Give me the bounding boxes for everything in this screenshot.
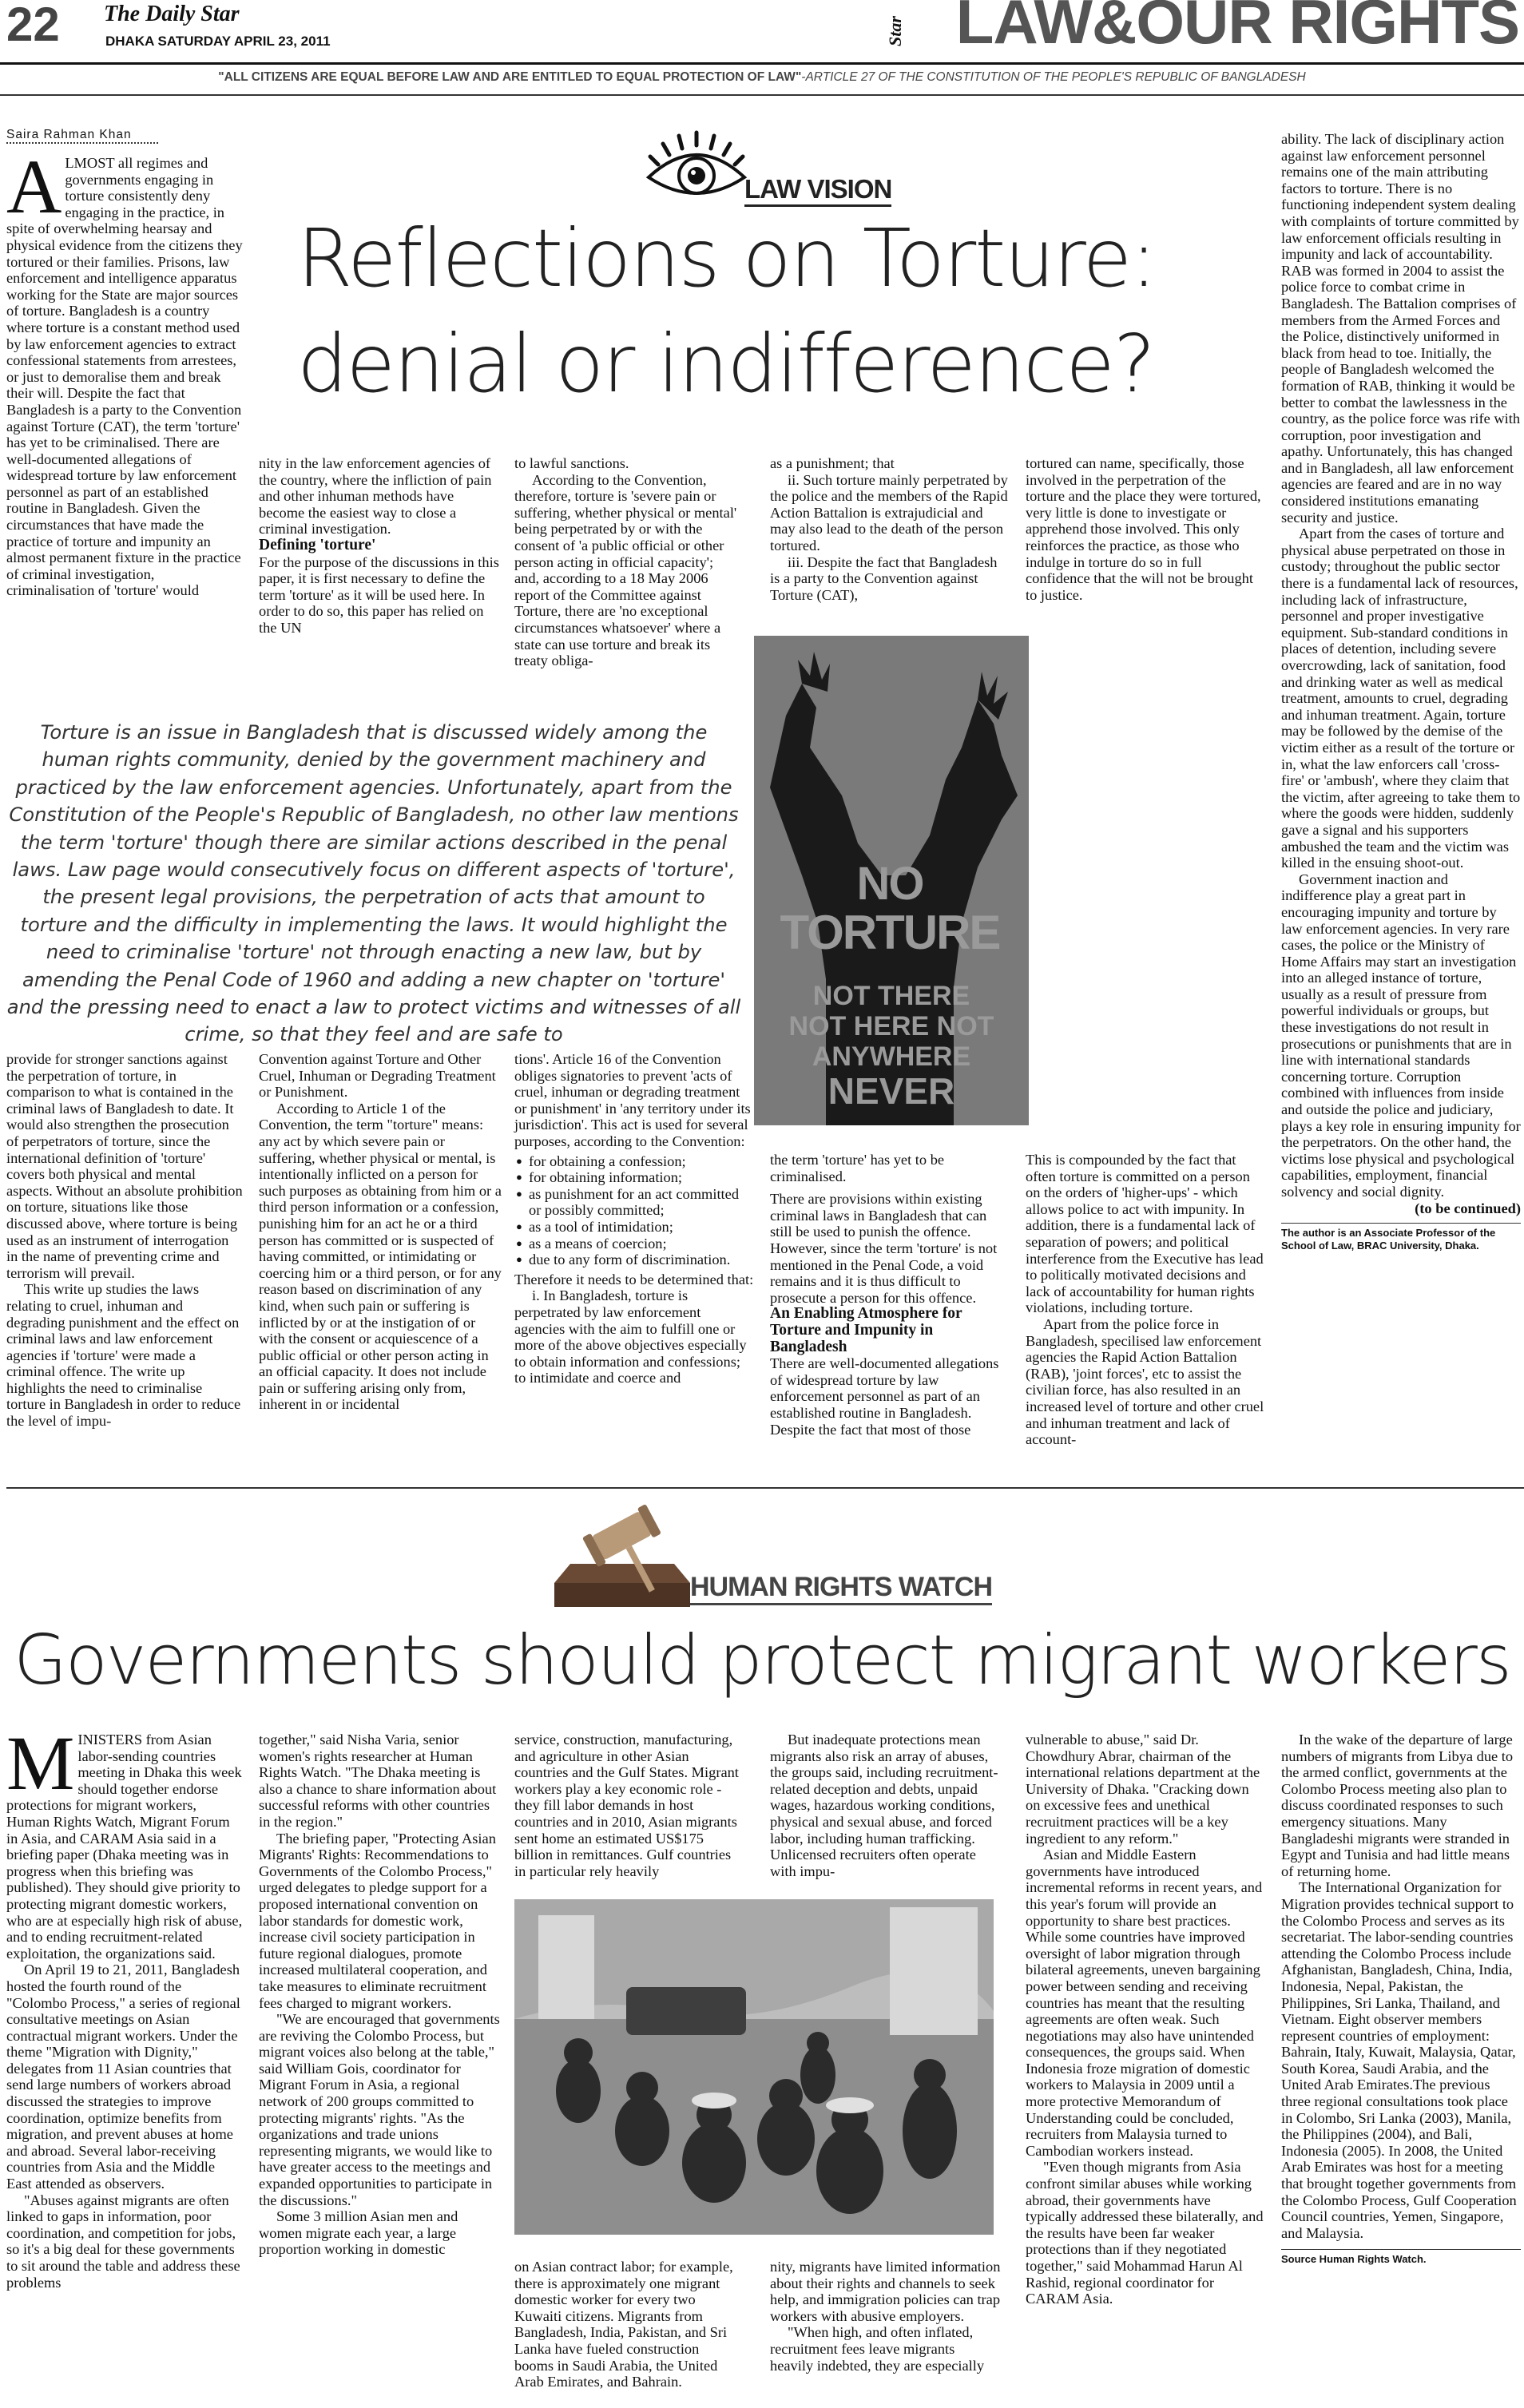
human-rights-watch-label: HUMAN RIGHTS WATCH [690, 1572, 992, 1605]
article1-col5-top [1026, 455, 1265, 603]
article2-col3-bottom [514, 2259, 741, 2390]
paragraph: to lawful sanctions. [514, 455, 629, 471]
article1-col3-top [514, 455, 741, 669]
paragraph: Therefore it needs to be determined that: [514, 1271, 754, 1287]
section-divider [6, 1487, 1524, 1489]
list-item: ● as punishment for an act committed or possibly committed; [514, 1186, 754, 1219]
paragraph: "Even though migrants from Asia confront similar abuses while working abroad, their governments have typically addressed these bilaterally, and the results have been far weaker protections than if they negotiated together," said Mohammad Harun Al Rashid, regional coordinator for CARAM Asia. [1026, 2159, 1264, 2307]
eye-icon [644, 129, 749, 206]
paragraph: i. In Bangladesh, torture is perpetrated by law enforcement agencies with the aim to fulfill one or more of the above objectives especially to obtain information and confessions; to intimidate and coerce and [514, 1287, 747, 1386]
gavel-icon [554, 1500, 690, 1610]
section-title: LAW&OUR RIGHTS [955, 0, 1519, 57]
paragraph: There are provisions within existing criminal laws in Bangladesh that can still be used to punish the offence. However, since the term 'torture' is not mentioned in the Penal Code, a void remains and it is thus difficult to prosecute a person for this offence. [770, 1191, 998, 1306]
paragraph: LMOST all regimes and governments engaging in torture consistently deny engaging in the practice, in spite of overwhelming hearsay and physical evidence from the citizens they tortured or their families. Prisons, law enforcement and intelligence apparatus working for the State are major sources of torture. Bangladesh is a country where torture is a constant method used by law enforcement agencies to extract confessional statements from arrestees, or just to demoralise them and break their will. Despite the fact that Bangladesh is a party to the Convention against Torture (CAT), the term 'torture' has yet to be criminalised. There are well-documented allegations of widespread torture by law enforcement personnel as part of an established routine in Bangladesh. Given the circumstances that have made the practice of torture and impunity an almost permanent fixture in the practice of criminal investigation, criminalisation of 'torture' would [6, 155, 243, 599]
list-item: ● for obtaining information; [514, 1169, 754, 1186]
article2-col5 [1026, 1732, 1265, 2307]
article1-col3-bottom [514, 1051, 754, 1386]
dropcap: A [6, 144, 62, 229]
svg-text:NO: NO [856, 858, 923, 910]
article2-col4-top [770, 1732, 1002, 1879]
list-item: ● due to any form of discrimination. [514, 1252, 754, 1268]
article-title: Governments should protect migrant workers [14, 1621, 1510, 1700]
paragraph: In the wake of the departure of large numbers of migrants from Libya due to the armed conflict, governments at the Colombo Process meeting also plan to discuss coordinated responses to such emergency situations. Many Bangladeshi migrants were stranded in Egypt and Tunisia and had little means of returning home. [1281, 1732, 1514, 1879]
paragraph: tortured can name, specifically, those involved in the perpetration of the torture and the place they were tortured, very little is done to investigate or apprehend those involved. This only reinforces the practice, as those who indulge in torture do so in full confidence that the will not be brought to justice. [1026, 455, 1261, 603]
law-vision-label: LAW VISION [744, 174, 891, 207]
article1-col4-bottom [770, 1152, 1010, 1438]
masthead: The Daily Star [104, 2, 240, 26]
paragraph: The briefing paper, "Protecting Asian Migrants' Rights: Recommendations to Governments of the Colombo Process," urged delegates to pledge support for a proposed international convention on labor standards for domestic work, increase civil society participation in future regional dialogues, promote increased multilateral cooperation, and take measures to eliminate recruitment fees charged to migrant workers. [259, 1830, 496, 2011]
tagline-source: -ARTICLE 27 OF THE CONSTITUTION OF THE PEOPLE'S REPUBLIC OF BANGLADESH [801, 70, 1306, 84]
paragraph: Asian and Middle Eastern governments have introduced incremental reforms in recent years, and this year's forum will provide an opportunity to share best practices. While some countries have improved oversight of labor migration through bilateral agreements, uneven bargaining power between sending and receiving countries has meant that the resulting agreements are often weak. Such negotiations may also have unintended consequences, the groups said. When Indonesia froze migration of domestic workers to Malaysia in 2009 until a more protective Memorandum of Understanding could be concluded, recruiters from Malaysia turned to Cambodian workers instead. [1026, 1847, 1263, 2159]
article2-col4-bottom [770, 2259, 1002, 2374]
no-torture-image [754, 636, 1029, 1125]
svg-text:NOT HERE NOT: NOT HERE NOT [788, 1011, 994, 1041]
paragraph: ability. The lack of disciplinary action against law enforcement personnel remains one of the main attributing factors to torture. There is no functioning independent system dealing with complaints of torture committed by law enforcement officials resulting in impunity and lack of accountability. RAB was formed in 2004 to assist the police force to combat crime in Bangladesh. The Battalion comprises of members from the Armed Forces and the Police, distinctively uniformed in black from head to toe. Initially, the people of Bangladesh welcomed the formation of RAB, thinking it would be better to combat the lawlessness in the country, as the police force was rife with corruption, poor investigation and apathy. Unfortunately, this has changed and in Bangladesh, all law enforcement agencies are feared and are in no way considered institutions emanating security and justice. [1281, 131, 1521, 526]
pullquote: Torture is an issue in Bangladesh that is discussed widely among the human rights community, denied by the government machinery and practiced by the law enforcement agencies. Unfortunately, apart from the Constitution of the People's Republic of Bangladesh, no other law mentions the term 'torture' though there are similar actions described in the penal laws. Law page would consecutively focus on different aspects of 'torture', the present legal provisions, the perpetration of acts that amount to torture and the difficulty in implementing the laws. It would highlight the need to criminalise 'torture' not through enacting a new law, but by amending the Penal Code of 1960 and adding a new chapter on 'torture' and the pressing need to enact a law to protect victims and witnesses of all crime, so that they feel and are safe to [6, 721, 741, 1046]
paragraph: provide for stronger sanctions against the perpetration of torture, in comparison to what is contained in the criminal laws of Bangladesh to date. It would also strengthen the prosecution of perpetrators of torture, since the international definition of 'torture' covers both physical and mental aspects. Without an absolute prohibition on torture, situations like those discussed above, where torture is being used as an instrument of interrogation in the name of preventing crime and terrorism will prevail. [6, 1051, 243, 1281]
paragraph: According to Article 1 of the Convention, the term "torture" means: any act by which severe pain or suffering, whether physical or mental, is intentionally inflicted on a person for such purposes as obtaining from him or a third person information or a confession, punishing him for an act he or a third person has committed or is suspected of having committed, or intimidating or coercing him or a third person, or for any reason based on discrimination of any kind, when such pain or suffering is inflicted by or at the instigation of or with the consent or acquiescence of a public official or other person acting in an official capacity. It does not include pain or suffering arising only from, inherent in or incidental [259, 1100, 502, 1413]
article1-col1-top [6, 144, 243, 599]
paragraph: ii. Such torture mainly perpetrated by the police and the members of the Rapid Action Battalion is extrajudicial and may also lead to the death of the person tortured. [770, 471, 1008, 553]
section-logo-text: Star [885, 16, 905, 46]
list-item: ● as a tool of intimidation; [514, 1219, 754, 1236]
article2-col1 [6, 1720, 243, 2291]
paragraph: For the purpose of the discussions in this paper, it is first necessary to define the term 'torture' as it will be used here. In order to do so, this paper has relied on the UN [259, 553, 499, 636]
paragraph: tions'. Article 16 of the Convention obliges signatories to prevent 'acts of cruel, inhuman or degrading treatment or punishment' in 'any territory under its jurisdiction'. This act is used for several purposes, according to the Convention: [514, 1051, 751, 1149]
list-item: ● for obtaining a confession; [514, 1153, 754, 1170]
section-logo [885, 3, 906, 59]
page-number: 22 [6, 0, 60, 51]
paragraph: INISTERS from Asian labor-sending countries meeting in Dhaka this week should together endorse protections for migrant workers, Human Rights Watch, Migrant Forum in Asia, and CARAM Asia said in a briefing paper (Dhaka meeting was in progress when this briefing was published). They should give priority to protecting migrant domestic workers, who are at especially high risk of abuse, and to ending recruitment-related exploitation, the organizations said. [6, 1732, 243, 1962]
to-be-continued: (to be continued) [1415, 1200, 1521, 1216]
paragraph: Apart from the police force in Bangladesh, specilised law enforcement agencies the Rapid Action Battalion (RAB), 'joint forces', etc to assist the civilian force, has also resulted in an increased level of torture and other cruel and inhuman treatment and lack of account- [1026, 1315, 1264, 1448]
svg-text:TORTURE: TORTURE [780, 906, 1000, 959]
paragraph: Convention against Torture and Other Cruel, Inhuman or Degrading Treatment or Punishment. [259, 1051, 496, 1101]
svg-text:NOT THERE: NOT THERE [812, 981, 970, 1011]
article2-col6 [1281, 1732, 1521, 2266]
migrant-workers-photo [514, 1899, 994, 2235]
article2-col3-top [514, 1732, 741, 1879]
source-note: Source Human Rights Watch. [1281, 2249, 1521, 2266]
paragraph: "Abuses against migrants are often linked to gaps in information, poor coordination, and competition for jobs, so it's a big deal for these governments to sit around the table and address these problems [6, 2192, 240, 2291]
dateline: DHAKA SATURDAY APRIL 23, 2011 [105, 34, 331, 49]
paragraph: vulnerable to abuse," said Dr. Chowdhury Abrar, chairman of the international relations department at the University of Dhaka. "Cracking down on excessive fees and unethical recruitment practices will be a key ingredient to any reform." [1026, 1732, 1260, 1847]
paragraph: Government inaction and indifference play a great part in encouraging impunity and torture by law enforcement agencies. In very rare cases, the police or the Ministry of Home Affairs may start an investigation into an alleged instance of torture, usually as a result of pressure from powerful individuals or groups, but these investigations do not result in prosecutions or punishments that are in line with international standards concerning torture. Corruption combined with influences from inside and outside the police and judiciary, plays a key role in ensuring impunity for the perpetrators. On the other hand, the victims lose physical and psychological capabilities, employment, financial solvency and social dignity. [1281, 871, 1521, 1200]
paragraph: together," said Nisha Varia, senior women's rights researcher at Human Rights Watch. "The Dhaka meeting is also a chance to share information about successful reforms with other countries in the region." [259, 1732, 497, 1830]
paragraph: as a punishment; that [770, 455, 895, 471]
article1-col1-bottom [6, 1051, 243, 1430]
svg-text:ANYWHERE: ANYWHERE [812, 1041, 971, 1072]
dropcap: M [6, 1720, 75, 1806]
paragraph: "When high, and often inflated, recruitment fees leave migrants heavily indebted, they are especially [770, 2324, 985, 2374]
author-note: The author is an Associate Professor of the School of Law, BRAC University, Dhaka. [1281, 1223, 1521, 1252]
article1-col2-top [259, 455, 502, 637]
tagline-rule [0, 94, 1524, 96]
paragraph: the term 'torture' has yet to be criminalised. [770, 1152, 945, 1184]
subheading: Defining 'torture' [259, 536, 376, 553]
purpose-list [514, 1153, 754, 1268]
header-rule [0, 62, 1524, 65]
migrant-crowd-icon [514, 1899, 994, 2235]
paragraph: This is compounded by the fact that often torture is committed on a person on the orders of 'higher-ups' - which allows police to act with impunity. In addition, there is a fundamental lack of separation of powers; and political interference from the Executive has lead to politically motivated decisions and lack of accountability for human rights violations, including torture. [1026, 1152, 1264, 1316]
article-title: Reflections on Torture: denial or indifference? [297, 212, 1156, 411]
article1-col4-top [770, 455, 1010, 603]
paragraph: "We are encouraged that governments are reviving the Colombo Process, but migrant voices also belong at the table," said William Gois, coordinator for Migrant Forum in Asia, a regional network of 200 groups committed to protecting migrants' rights. "As the organizations and trade unions representing migrants, we would like to have greater access to the meetings and expanded opportunities to participate in the discussions." [259, 2011, 500, 2208]
subheading: An Enabling Atmosphere for Torture and Impunity in Bangladesh [770, 1305, 962, 1355]
article2-col2 [259, 1732, 502, 2258]
paragraph: iii. Despite the fact that Bangladesh is a party to the Convention against Torture (CAT), [770, 553, 998, 603]
article1-col2-bottom [259, 1051, 502, 1413]
paragraph: But inadequate protections mean migrants also risk an array of abuses, the groups said, including recruitment-related deception and debts, unpaid wages, hazardous working conditions, physical and sexual abuse, and forced labor, including human trafficking. Unlicensed recruiters often operate with impu- [770, 1732, 998, 1879]
paragraph: On April 19 to 21, 2011, Bangladesh hosted the fourth round of the "Colombo Process," a series of regional consultative meetings on Asian contractual migrant workers. Under the theme "Migration with Dignity," delegates from 11 Asian countries that send large numbers of workers abroad discussed the strategies to improve coordination, optimize benefits from migration, and prevent abuses at home and abroad. Several labor-receiving countries from Asia and the Middle East attended as observers. [6, 1962, 240, 2192]
paragraph: service, construction, manufacturing, and agriculture in other Asian countries and the Gulf States. Migrant workers play a key economic role - they fill labor demands in host countries and in 2010, Asian migrants sent home an estimated US$175 billion in remittances. Gulf countries in particular rely heavily [514, 1732, 739, 1879]
byline: Saira Rahman Khan [6, 128, 158, 144]
article1-col6 [1281, 131, 1521, 1252]
paragraph: According to the Convention, therefore, torture is 'severe pain or suffering, whether physical or mental' being perpetrated by or with the consent of 'a public official or other person acting in official capacity'; and, according to a 18 May 2006 report of the Committee against Torture, there are 'no exceptional circumstances whatsoever' where a state can use torture and break its treaty obliga- [514, 471, 737, 669]
tagline [0, 70, 1524, 85]
svg-text:NEVER: NEVER [827, 1070, 955, 1112]
paragraph: nity in the law enforcement agencies of the country, where the infliction of pain and other inhuman methods have become the easiest way to close a criminal investigation. [259, 455, 492, 538]
paragraph: This write up studies the laws relating to cruel, inhuman and degrading punishment and the effect on criminal laws and law enforcement agencies if 'torture' were made a criminal offence. The write up highlights the need to criminalise torture in Bangladesh in order to reduce the level of impu- [6, 1281, 241, 1430]
tagline-quote: "ALL CITIZENS ARE EQUAL BEFORE LAW AND ARE ENTITLED TO EQUAL PROTECTION OF LAW" [218, 70, 802, 84]
paragraph: There are well-documented allegations of widespread torture by law enforcement personnel as part of an established routine in Bangladesh. Despite the fact that most of those [770, 1355, 999, 1438]
paragraph: on Asian contract labor; for example, there is approximately one migrant domestic worker for every two Kuwaiti citizens. Migrants from Bangladesh, India, Pakistan, and Sri Lanka have fueled construction booms in Saudi Arabia, the United Arab Emirates, and Bahrain. [514, 2259, 733, 2390]
paragraph: Apart from the cases of torture and physical abuse perpetrated on those in custody; throughout the public sector there is a fundamental lack of resources, including lack of infrastructure, personnel and proper investigative equipment. Sub-standard conditions in places of detention, including severe overcrowding, lack of sanitation, food and drinking water as well as medical treatment, amounts to cruel, degrading and inhuman treatment. Again, torture may be followed by the demise of the victim either as a result of the torture or in, what the law enforcers call 'cross-fire' or 'ambush', where they claim that the victim, after agreeing to take them to where the goods were hidden, suddenly gave a signal and his supporters ambushed the team and the victim was killed in the ensuing shoot-out. [1281, 526, 1521, 871]
raised-hands-icon [754, 636, 1029, 1125]
list-item: ● as a means of coercion; [514, 1236, 754, 1252]
paragraph: Some 3 million Asian men and women migrate each year, a large proportion working in domestic [259, 2208, 458, 2258]
paragraph: The International Organization for Migration provides technical support to the Colombo Process and serves as its secretariat. The labor-sending countries attending the Colombo Process include Afghanistan, Bangladesh, China, India, Indonesia, Nepal, Pakistan, the Philippines, Sri Lanka, Thailand, and Vietnam. Eight observer members represent countries of employment: Bahrain, Italy, Kuwait, Malaysia, Qatar, South Korea, Saudi Arabia, and the United Arab Emirates.The previous three regional consultations took place in Colombo, Sri Lanka (2003), Manila, the Philippines (2004), and Bali, Indonesia (2005). In 2008, the United Arab Emirates was host for a meeting that brought together governments from the Colombo Process, Gulf Cooperation Council countries, Yemen, Singapore, and Malaysia. [1281, 1879, 1517, 2241]
article1-col5-bottom [1026, 1152, 1265, 1448]
paragraph: nity, migrants have limited information about their rights and channels to seek help, and immigration policies can trap workers with abusive employers. [770, 2259, 1001, 2324]
